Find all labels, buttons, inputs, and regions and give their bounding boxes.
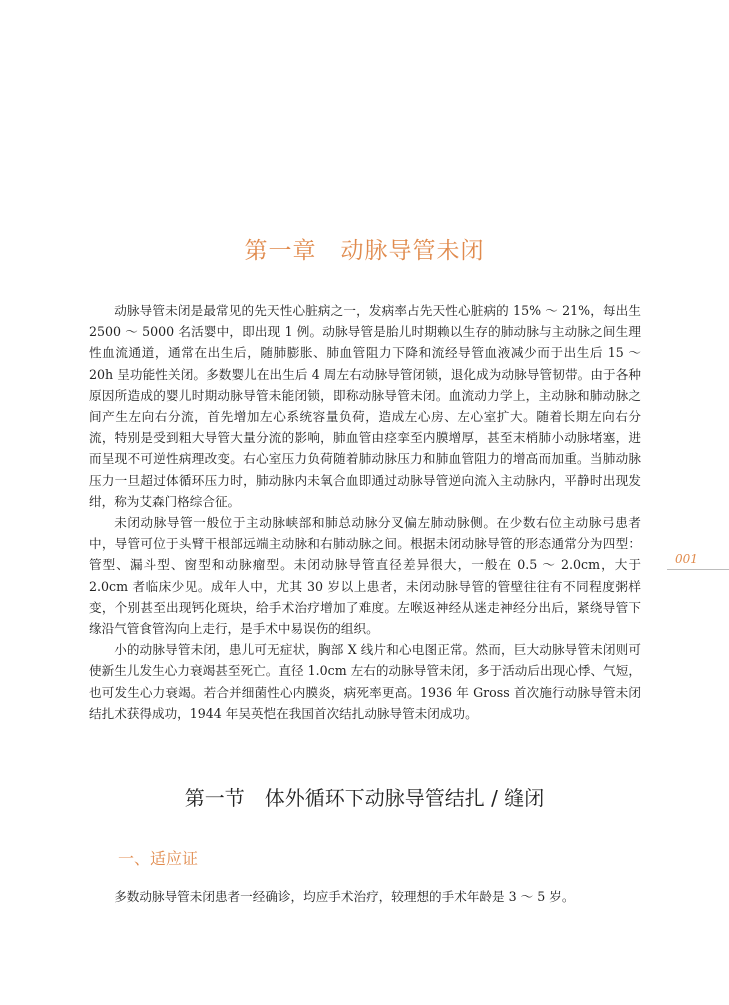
paragraph: 多数动脉导管未闭患者一经确诊，均应手术治疗，较理想的手术年龄是 3 ～ 5 岁。 [114, 889, 575, 904]
page-number-rule [667, 569, 729, 570]
chapter-title: 第一章 动脉导管未闭 [244, 238, 485, 264]
subsection-text-block [89, 886, 641, 907]
paragraph: 未闭动脉导管一般位于主动脉峡部和肺总动脉分叉偏左肺动脉侧。在少数右位主动脉弓患者中，导管可位于头臂干根部远端主动脉和右肺动脉之间。根据未闭动脉导管的形态通常分为四型：管型、漏斗型、窗型和动脉瘤型。未闭动脉导管直径差异很大，一般在 0.5 ～ 2.0cm，大于 2.0cm 者临床少见。成年人中，尤其 30 岁以上患者，未闭动脉导管的管壁往往有不同程度粥样变，个别甚至出现钙化斑块，给手术治疗增加了难度。左喉返神经从迷走神经分出后，紧绕导管下缘沿气管食管沟向上走行，是手术中易误伤的组织。 [89, 515, 641, 637]
page-number: 001 [675, 552, 698, 566]
paragraph: 动脉导管未闭是最常见的先天性心脏病之一，发病率占先天性心脏病的 15% ～ 21%，每出生 2500 ～ 5000 名活婴中，即出现 1 例。动脉导管是胎儿时期赖以生存的肺动脉与主动脉之间生理性血流通道，通常在出生后，随肺膨胀、肺血管阻力下降和流经导管血液减少而于出生后 15 ～ 20h 呈功能性关闭。多数婴儿在出生后 4 周左右动脉导管闭锁，退化成为动脉导管韧带。由于各种原因所造成的婴儿时期动脉导管未能闭锁，即称动脉导管未闭。血流动力学上，主动脉和肺动脉之间产生左向右分流，首先增加左心系统容量负荷，造成左心房、左心室扩大。随着长期左向右分流，特别是受到粗大导管大量分流的影响，肺血管由痉挛至内膜增厚，甚至末梢肺小动脉堵塞，进而呈现不可逆性病理改变。右心室压力负荷随着肺动脉压力和肺血管阻力的增高而加重。当肺动脉压力一旦超过体循环压力时，肺动脉内未氧合血即通过动脉导管逆向流入主动脉内，平静时出现发绀，称为艾森门格综合征。 [89, 303, 641, 509]
body-text [89, 300, 641, 724]
paragraph: 小的动脉导管未闭，患儿可无症状，胸部 X 线片和心电图正常。然而，巨大动脉导管未闭则可使新生儿发生心力衰竭甚至死亡。直径 1.0cm 左右的动脉导管未闭，多于活动后出现心悸、气短，也可发生心力衰竭。若合并细菌性心内膜炎，病死率更高。1936 年 Gross 首次施行动脉导管未闭结扎术获得成功，1944 年吴英恺在我国首次结扎动脉导管未闭成功。 [89, 642, 641, 721]
subsection-title: 一、适应证 [118, 849, 199, 868]
section-title: 第一节 体外循环下动脉导管结扎 / 缝闭 [184, 786, 545, 810]
